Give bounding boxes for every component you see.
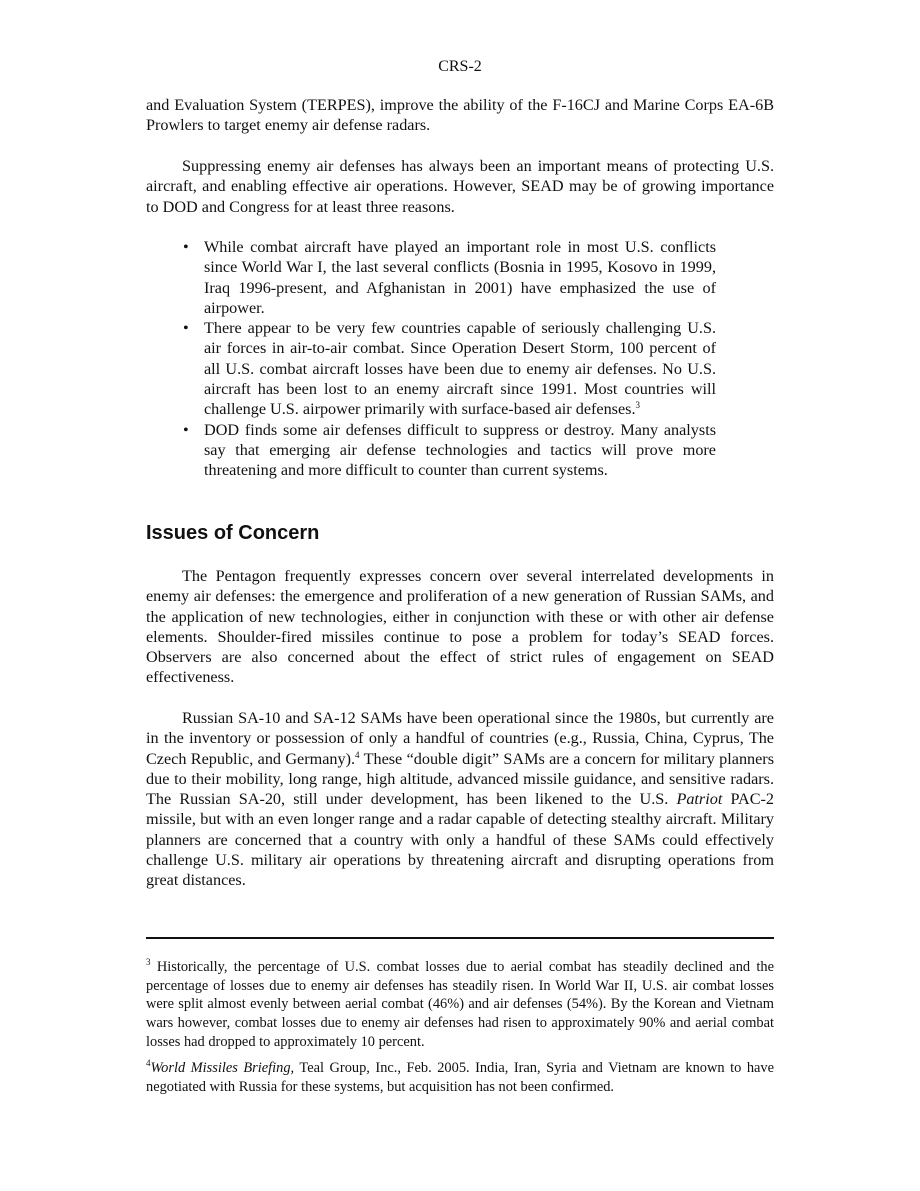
bullet-item: • DOD finds some air defenses difficult to suppress or destroy. Many analysts say that emerging air defense technologies and tactics will prove more threatening and more difficult to counter than current systems. xyxy=(183,420,716,480)
bullet-icon: • xyxy=(183,238,189,256)
paragraph-continuation xyxy=(146,95,774,136)
paragraph-text: Suppressing enemy air defenses has always been an important means of protecting U.S. aircraft, and enabling effective air operations. However, SEAD may be of growing importance to DOD and Congress for at least three reasons. xyxy=(146,157,774,216)
footnote-ref-3[interactable]: 3 xyxy=(635,400,640,411)
paragraph-russian-sams xyxy=(146,708,774,891)
bullet-list xyxy=(146,237,774,481)
bullet-icon: • xyxy=(183,420,189,439)
bullet-icon: • xyxy=(183,319,189,338)
footnote-marker: 3 xyxy=(146,957,151,967)
paragraph-text: The Pentagon frequently expresses concern over several interrelated developments in enemy air defenses: the emergence and proliferation of a new generation of Russian SAMs, and the application of new technologies, either in conjunction with these or with other air defense elements. Shoulder-fired missiles continue to pose a problem for today’s SEAD forces. Observers are also concerned about the effect of strict rules of engagement on SEAD effectiveness. xyxy=(146,567,774,687)
bullet-item: • There appear to be very few countries capable of seriously challenging U.S. air forces in air-to-air combat. Since Operation Desert Storm, 100 percent of all U.S. combat aircraft losses have been due to enemy air defenses. No U.S. aircraft has been lost to an enemy aircraft since 1991. Most countries will challenge U.S. airpower primarily with surface-based air defenses.$^3$ xyxy=(183,319,716,419)
footnote-4: $^4$World Missiles Briefing, Teal Group, Inc., Feb. 2005. India, Iran, Syria and Vietnam are known to have negotiated with Russia for these systems, but acquisition has not been confirmed. xyxy=(146,1058,775,1095)
paragraph-pentagon-concern xyxy=(146,566,774,688)
footnote-divider xyxy=(146,937,774,939)
footnote-marker: 4 xyxy=(146,1058,151,1068)
paragraph-text: and Evaluation System (TERPES), improve the ability of the F-16CJ and Marine Corps EA-6B Prowlers to target enemy air defense radars. xyxy=(146,96,774,135)
bullet-item: • While combat aircraft have played an important role in most U.S. conflicts since World War I, the last several conflicts (Bosnia in 1995, Kosovo in 1999, Iraq 1996-present, and Afghanistan in 2001) have emphasized the use of airpower. xyxy=(183,238,716,317)
footnote-3: $^3$ Historically, the percentage of U.S. combat losses due to aerial combat has steadily declined and the percentage of losses due to enemy air defenses has steadily risen. In World War II, U.S. air combat losses were split almost evenly between aerial combat (46%) and air defenses (54%). By the Korean and Vietnam wars however, combat losses due to enemy air defenses had risen to approximately 90% and aerial combat losses had dropped to approximately 10 percent. xyxy=(146,957,774,1050)
paragraph-sead-importance xyxy=(146,156,774,217)
page-header: CRS-2 xyxy=(438,58,482,75)
paragraph-text: Russian SA-10 and SA-12 SAMs have been operational since the 1980s, but currently are in the inventory or possession of only a handful of countries (e.g., Russia, China, Cyprus, The Czech Republic, and Germany).$^4$ These “double digit” SAMs are a concern for military planners due to their mobility, long range, high altitude, advanced missile guidance, and sensitive radars. The Russian SA-20, still under development, has been likened to the U.S. Patriot PAC-2 missile, but with an even longer range and a radar capable of detecting stealthy aircraft. Military planners are concerned that a country with only a handful of these SAMs could effectively challenge U.S. military air operations by threatening aircraft and disrupting operations from great distances. xyxy=(146,709,775,890)
section-heading: Issues of Concern xyxy=(146,522,320,544)
footnote-ref-4[interactable]: 4 xyxy=(355,749,360,760)
